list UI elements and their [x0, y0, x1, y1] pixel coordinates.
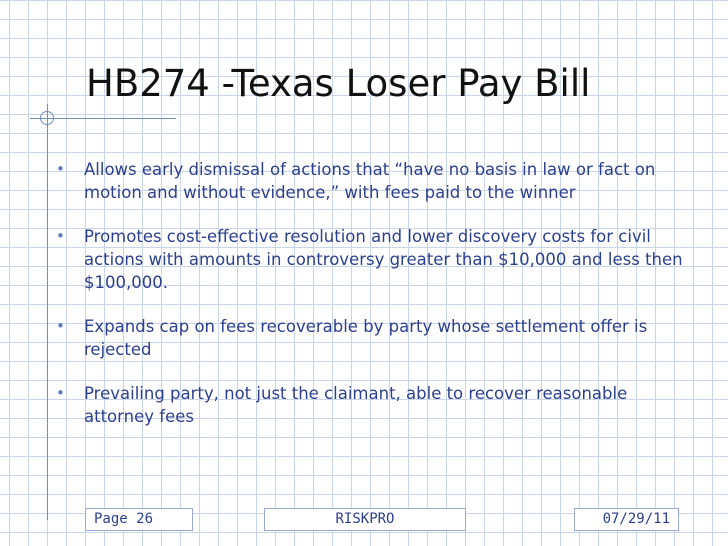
slide-title: HB274 -Texas Loser Pay Bill	[86, 62, 591, 105]
bullet-item	[56, 225, 696, 294]
bullet-dot-icon: •	[56, 160, 65, 178]
bullet-item	[56, 158, 696, 204]
bullet-text: Prevailing party, not just the claimant, able to recover reasonable attorney fees	[84, 384, 628, 426]
bullet-dot-icon: •	[56, 317, 65, 335]
bullet-text: Promotes cost-effective resolution and lower discovery costs for civil actions with amounts in controversy greater than $10,000 and less then $100,000.	[84, 227, 683, 292]
notebook-margin-line	[47, 104, 48, 520]
bullet-dot-icon: •	[56, 227, 65, 245]
footer-date: 07/29/11	[574, 508, 679, 531]
bullet-item	[56, 382, 696, 428]
bullet-item	[56, 315, 696, 361]
corner-ring-decoration	[40, 111, 54, 125]
footer-page-number: Page 26	[85, 508, 193, 531]
bullet-dot-icon: •	[56, 384, 65, 402]
bullet-list	[56, 158, 696, 449]
bullet-text: Allows early dismissal of actions that “have no basis in law or fact on motion and without evidence,” with fees paid to the winner	[84, 160, 656, 202]
footer-center-label: RISKPRO	[264, 508, 466, 531]
bullet-text: Expands cap on fees recoverable by party whose settlement offer is rejected	[84, 317, 648, 359]
